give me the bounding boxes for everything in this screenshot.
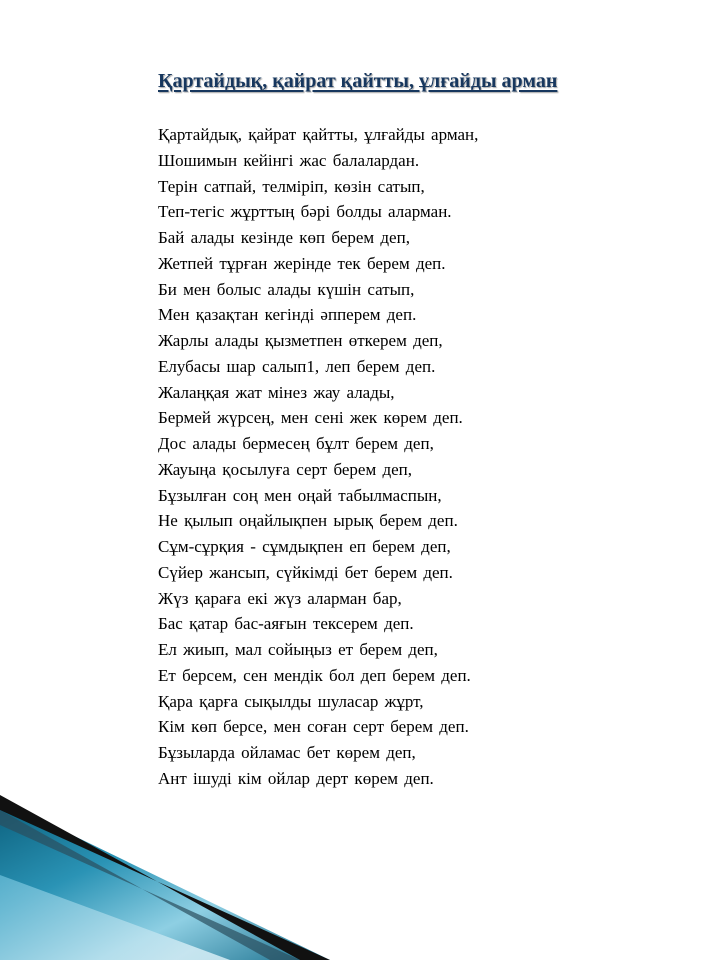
poem-line: Бұзыларда ойламас бет көрем деп, xyxy=(158,743,416,762)
corner-decoration xyxy=(0,780,330,960)
poem-line: Кім көп берсе, мен соған серт берем деп. xyxy=(158,717,469,737)
poem-line: Жарлы алады қызметпен өткерем деп, xyxy=(158,331,443,350)
poem-line: Қартайдық, қайрат қайтты, ұлғайды арман, xyxy=(158,125,479,144)
poem-line: Сүйер жансып, сүйкімді бет берем деп. xyxy=(158,562,453,582)
poem-line: Жауыңа қосылуға серт берем деп, xyxy=(158,459,413,479)
poem-line: Не қылып оңайлықпен ырық берем деп. xyxy=(158,511,458,531)
poem-line: Бас қатар бас-аяғын тексерем деп. xyxy=(158,614,414,634)
poem-line: Дос алады бермесең бұлт берем деп, xyxy=(158,434,434,453)
poem-text xyxy=(158,122,478,792)
poem-line: Жалаңқая жат мінез жау алады, xyxy=(158,382,395,402)
poem-line: Бай алады кезінде көп берем деп, xyxy=(158,228,410,247)
poem-title: Қартайдық, қайрат қайтты, ұлғайды арман xyxy=(158,70,558,92)
poem-line: Жетпей тұрған жерінде тек берем деп. xyxy=(158,253,446,273)
poem-line: Теп-тегіс жұрттың бәрі болды аларман. xyxy=(158,202,452,222)
poem-line: Терін сатпай, телміріп, көзін сатып, xyxy=(158,176,425,196)
poem-line: Сұм-сұрқия - сұмдықпен еп берем деп, xyxy=(158,537,451,556)
poem-line: Бермей жүрсең, мен сені жек көрем деп. xyxy=(158,408,463,428)
poem-line: Ант ішуді кім ойлар дерт көрем деп. xyxy=(158,768,434,788)
poem-line: Ел жиып, мал сойыңыз ет берем деп, xyxy=(158,640,438,659)
poem-line: Би мен болыс алады күшін сатып, xyxy=(158,279,415,299)
poem-line: Елубасы шар салып1, леп берем деп. xyxy=(158,356,436,376)
poem-line: Жүз қараға екі жүз аларман бар, xyxy=(158,588,402,608)
poem-line: Мен қазақтан кегінді әпперем деп. xyxy=(158,305,417,325)
poem-line: Бұзылған соң мен оңай табылмаспын, xyxy=(158,485,442,505)
poem-line: Шошимын кейінгі жас балалардан. xyxy=(158,150,420,170)
poem-line: Қара қарға сықылды шуласар жұрт, xyxy=(158,691,424,711)
poem-line: Ет берсем, сен мендік бол деп берем деп. xyxy=(158,665,471,685)
